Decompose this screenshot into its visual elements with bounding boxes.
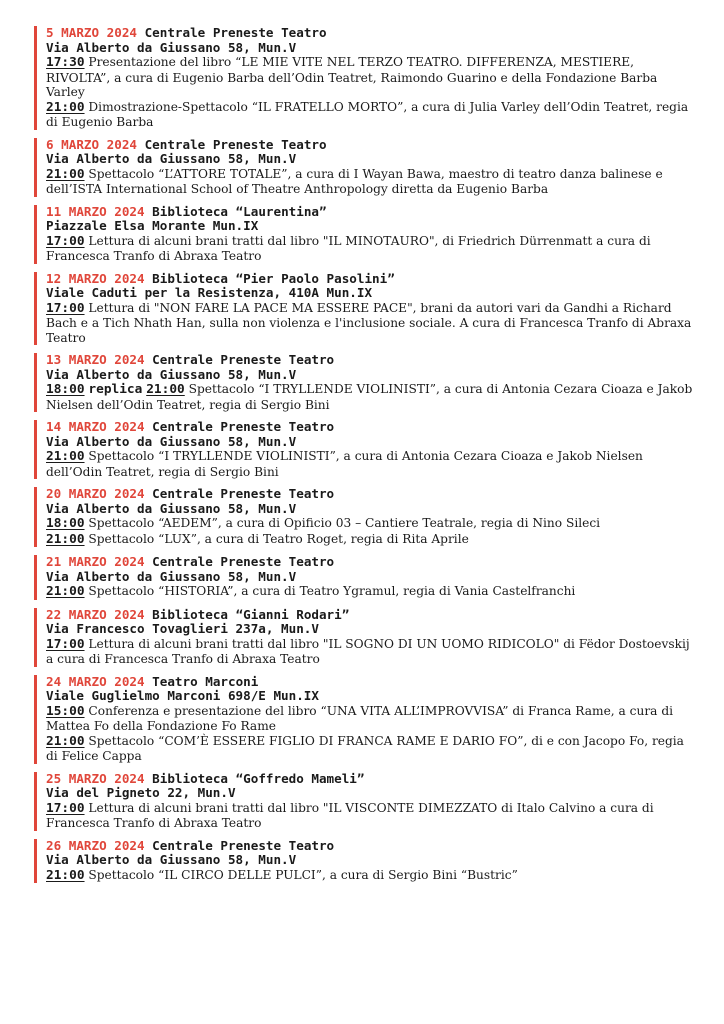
event-block: [34, 272, 694, 346]
event-block: [34, 608, 694, 667]
event-block: [34, 353, 694, 412]
entry-description: Spettacolo “IL CIRCO DELLE PULCI”, a cura di Sergio Bini “Bustric”: [88, 867, 518, 882]
entry-description: Spettacolo “HISTORIA”, a cura di Teatro Ygramul, regia di Vania Castelfranchi: [88, 584, 576, 598]
schedule-entry: [46, 868, 694, 884]
event-header: [46, 608, 694, 623]
schedule-entry: [46, 234, 694, 264]
event-address: Via Alberto da Giussano 58, Mun.V: [46, 852, 297, 867]
schedule-entry: [46, 55, 694, 100]
entry-time: 21:00: [46, 733, 85, 749]
event-header: [46, 353, 694, 368]
entry-time: 15:00: [46, 703, 85, 719]
event-date: 14 MARZO 2024: [46, 419, 145, 434]
schedule-entry: [46, 637, 694, 667]
entry-description: Dimostrazione-Spettacolo “IL FRATELLO MORTO”, a cura di Julia Varley dell’Odin Teatret, regia di Eugenio Barba: [46, 99, 689, 129]
event-header: [46, 26, 694, 41]
event-block: [34, 772, 694, 831]
event-date: 22 MARZO 2024: [46, 606, 145, 622]
event-header: [46, 420, 694, 435]
schedule-entry: [46, 516, 694, 532]
schedule-entry: [46, 167, 694, 197]
entry-time: 18:00: [46, 516, 85, 531]
event-address: Via Alberto da Giussano 58, Mun.V: [46, 568, 297, 584]
event-date: 12 MARZO 2024: [46, 270, 145, 286]
event-block: [34, 839, 694, 884]
event-block: [34, 487, 694, 547]
entry-time: 21:00: [46, 449, 85, 464]
schedule-entry: [46, 301, 694, 346]
entry-time: 21:00: [46, 867, 85, 883]
event-venue: Biblioteca “Laurentina”: [152, 203, 327, 219]
event-venue: Centrale Preneste Teatro: [152, 554, 335, 569]
event-header: [46, 487, 694, 502]
event-venue: Biblioteca “Pier Paolo Pasolini”: [152, 270, 395, 286]
event-venue: Biblioteca “Goffredo Mameli”: [152, 770, 365, 786]
entry-description: Lettura di "NON FARE LA PACE MA ESSERE PACE", brani da autori vari da Gandhi a Richard Bach e a Tich Nhath Han, sulla non violenza e l'inclusione sociale. A cura di Francesca Tranfo di Abraxa Teatro: [46, 300, 692, 345]
event-venue: Biblioteca “Gianni Rodari”: [152, 606, 350, 622]
event-date: 21 MARZO 2024: [46, 554, 145, 569]
entry-time: 17:00: [46, 300, 85, 316]
event-venue: Centrale Preneste Teatro: [152, 419, 335, 434]
event-date: 5 MARZO 2024: [46, 25, 137, 40]
entry-description: Lettura di alcuni brani tratti dal libro "IL MINOTAURO", di Friedrich Dürrenmatt a cura di Francesca Tranfo di Abraxa Teatro: [46, 233, 651, 263]
event-date: 11 MARZO 2024: [46, 203, 145, 219]
entry-time: 21:00: [46, 531, 85, 547]
schedule-entry: [46, 449, 694, 479]
schedule-entry: [46, 584, 694, 600]
schedule-entry: [46, 704, 694, 734]
entry-description: Lettura di alcuni brani tratti dal libro "IL SOGNO DI UN UOMO RIDICOLO" di Fëdor Dostoevskij a cura di Francesca Tranfo di Abraxa Teatro: [46, 636, 690, 666]
entry-description: Lettura di alcuni brani tratti dal libro "IL VISCONTE DIMEZZATO di Italo Calvino a cura di Francesca Tranfo di Abraxa Teatro: [46, 800, 654, 830]
event-header: [46, 272, 694, 287]
event-address: Viale Caduti per la Resistenza, 410A Mun.IX: [46, 285, 373, 300]
entry-time: 17:00: [46, 233, 85, 249]
entry-description: Spettacolo “I TRYLLENDE VIOLINISTI”, a cura di Antonia Cezara Cioaza e Jakob Nielsen dell’Odin Teatret, regia di Sergio Bini: [46, 382, 693, 412]
event-address: Via Alberto da Giussano 58, Mun.V: [46, 151, 297, 166]
schedule-entry: [46, 382, 694, 412]
event-block: [34, 675, 694, 764]
event-venue: Centrale Preneste Teatro: [144, 136, 327, 152]
entry-description: Conferenza e presentazione del libro “UNA VITA ALL’IMPROVVISA” di Franca Rame, a cura di Mattea Fo della Fondazione Fo Rame: [46, 703, 674, 733]
event-address: Viale Guglielmo Marconi 698/E Mun.IX: [46, 688, 319, 703]
event-block: [34, 205, 694, 264]
event-block: [34, 26, 694, 130]
entry-time: 21:00: [46, 99, 85, 115]
event-header: [46, 675, 694, 690]
event-venue: Centrale Preneste Teatro: [152, 837, 335, 853]
entry-time: 21:00: [46, 166, 85, 182]
event-block: [34, 420, 694, 479]
event-date: 26 MARZO 2024: [46, 837, 145, 853]
event-date: 24 MARZO 2024: [46, 673, 145, 689]
event-venue: Centrale Preneste Teatro: [152, 352, 335, 367]
event-address: Via Alberto da Giussano 58, Mun.V: [46, 366, 297, 382]
event-date: 13 MARZO 2024: [46, 352, 145, 367]
event-address: Via Alberto da Giussano 58, Mun.V: [46, 39, 297, 55]
entry-time: 18:00: [46, 382, 85, 397]
event-address: Piazzale Elsa Morante Mun.IX: [46, 218, 259, 233]
entry-description: Presentazione del libro “LE MIE VITE NEL TERZO TEATRO. DIFFERENZA, MESTIERE, RIVOLTA”, a cura di Eugenio Barba dell’Odin Teatret, Raimondo Guarino e della Fondazione Barba Varley: [46, 55, 658, 99]
entry-description: Spettacolo “L’ATTORE TOTALE”, a cura di I Wayan Bawa, maestro di teatro danza balinese e dell’ISTA International School of Theatre Anthropology diretta da Eugenio Barba: [46, 166, 663, 196]
entry-description: Spettacolo “AEDEM”, a cura di Opificio 03 – Cantiere Teatrale, regia di Nino Sileci: [88, 516, 601, 530]
event-address: Via del Pigneto 22, Mun.V: [46, 785, 236, 800]
schedule-entry: [46, 100, 694, 130]
event-venue: Centrale Preneste Teatro: [152, 486, 335, 501]
event-venue: Teatro Marconi: [152, 673, 259, 689]
event-header: [46, 555, 694, 570]
entry-description: Spettacolo “I TRYLLENDE VIOLINISTI”, a cura di Antonia Cezara Cioaza e Jakob Nielsen dell’Odin Teatret, regia di Sergio Bini: [46, 449, 643, 479]
entry-time: 21:00: [46, 584, 85, 599]
event-block: [34, 138, 694, 197]
event-address: Via Alberto da Giussano 58, Mun.V: [46, 500, 297, 516]
event-address: Via Francesco Tovaglieri 237a, Mun.V: [46, 621, 319, 636]
entry-time: 17:30: [46, 55, 85, 70]
event-header: [46, 772, 694, 787]
schedule-entry: [46, 532, 694, 548]
entry-time: 17:00: [46, 800, 85, 816]
event-address: Via Alberto da Giussano 58, Mun.V: [46, 433, 297, 449]
entry-time: 21:00: [146, 382, 185, 397]
event-header: [46, 839, 694, 854]
schedule-entry: [46, 734, 694, 764]
event-date: 6 MARZO 2024: [46, 136, 137, 152]
event-header: [46, 138, 694, 153]
entry-time: 17:00: [46, 636, 85, 652]
event-header: [46, 205, 694, 220]
event-venue: Centrale Preneste Teatro: [144, 25, 327, 40]
event-date: 20 MARZO 2024: [46, 486, 145, 501]
entry-description: Spettacolo “LUX”, a cura di Teatro Roget, regia di Rita Aprile: [88, 531, 469, 546]
entry-note: replica: [88, 382, 143, 397]
event-date: 25 MARZO 2024: [46, 770, 145, 786]
schedule-entry: [46, 801, 694, 831]
event-block: [34, 555, 694, 600]
entry-description: Spettacolo “COM’È ESSERE FIGLIO DI FRANCA RAME E DARIO FO”, di e con Jacopo Fo, regia di Felice Cappa: [46, 733, 684, 763]
